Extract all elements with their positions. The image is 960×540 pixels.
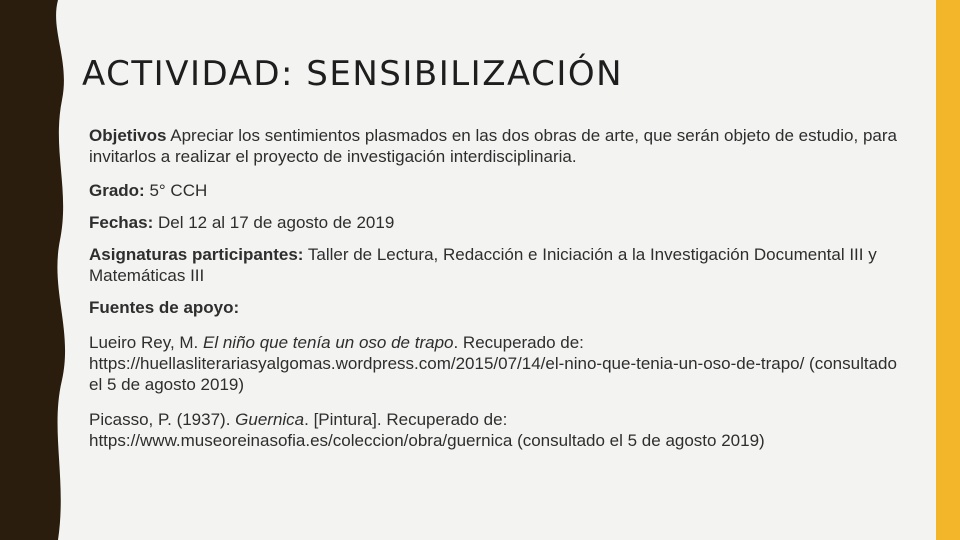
grado-paragraph [89,180,897,201]
slide-body [89,125,897,451]
fuentes-label: Fuentes de apoyo: [89,298,240,317]
fechas-label: Fechas: [89,213,154,232]
objetivos-label: Objetivos [89,126,167,145]
fechas-value: Del 12 al 17 de agosto de 2019 [153,213,395,232]
ref1-author: Lueiro Rey, M. [89,333,204,352]
ref1-recuperado: . Recuperado de: [453,333,584,352]
asignaturas-value: Taller de Lectura, Redacción e Iniciación a la Investigación Documental III y Matemáticas III [89,245,877,285]
ref2-note: (consultado el 5 de agosto 2019) [512,431,765,450]
ref1-url[interactable]: https://huellasliterariasyalgomas.wordpress.com/2015/07/14/el-nino-que-tenia-un-oso-de-trapo/ [89,354,805,373]
ref1-note: (consultado el 5 de agosto 2019) [89,354,897,394]
asignaturas-label: Asignaturas participantes: [89,245,304,264]
asignaturas-paragraph [89,244,897,286]
objetivos-text: Apreciar los sentimientos plasmados en las dos obras de arte, que serán objeto de estudio, para invitarlos a realizar el proyecto de investigación interdisciplinaria. [89,126,897,166]
fechas-paragraph [89,212,897,233]
ref2-author: Picasso, P. (1937). [89,410,236,429]
accent-bar [936,0,960,540]
ref2-line2 [89,431,765,450]
ref1-work: El niño que tenía un oso de trapo [203,333,454,352]
fuentes-heading [89,297,897,318]
grado-label: Grado: [89,181,145,200]
ref2-work: Guernica [235,410,305,429]
reference-lueiro [89,332,897,395]
ref2-recuperado: . [Pintura]. Recuperado de: [304,410,508,429]
slide-title: ACTIVIDAD: SENSIBILIZACIÓN [82,54,624,94]
objetivos-paragraph [89,125,897,167]
grado-value: 5° CCH [144,181,208,200]
reference-picasso [89,409,897,451]
ref2-url[interactable]: https://www.museoreinasofia.es/coleccion/obra/guernica [89,431,513,450]
